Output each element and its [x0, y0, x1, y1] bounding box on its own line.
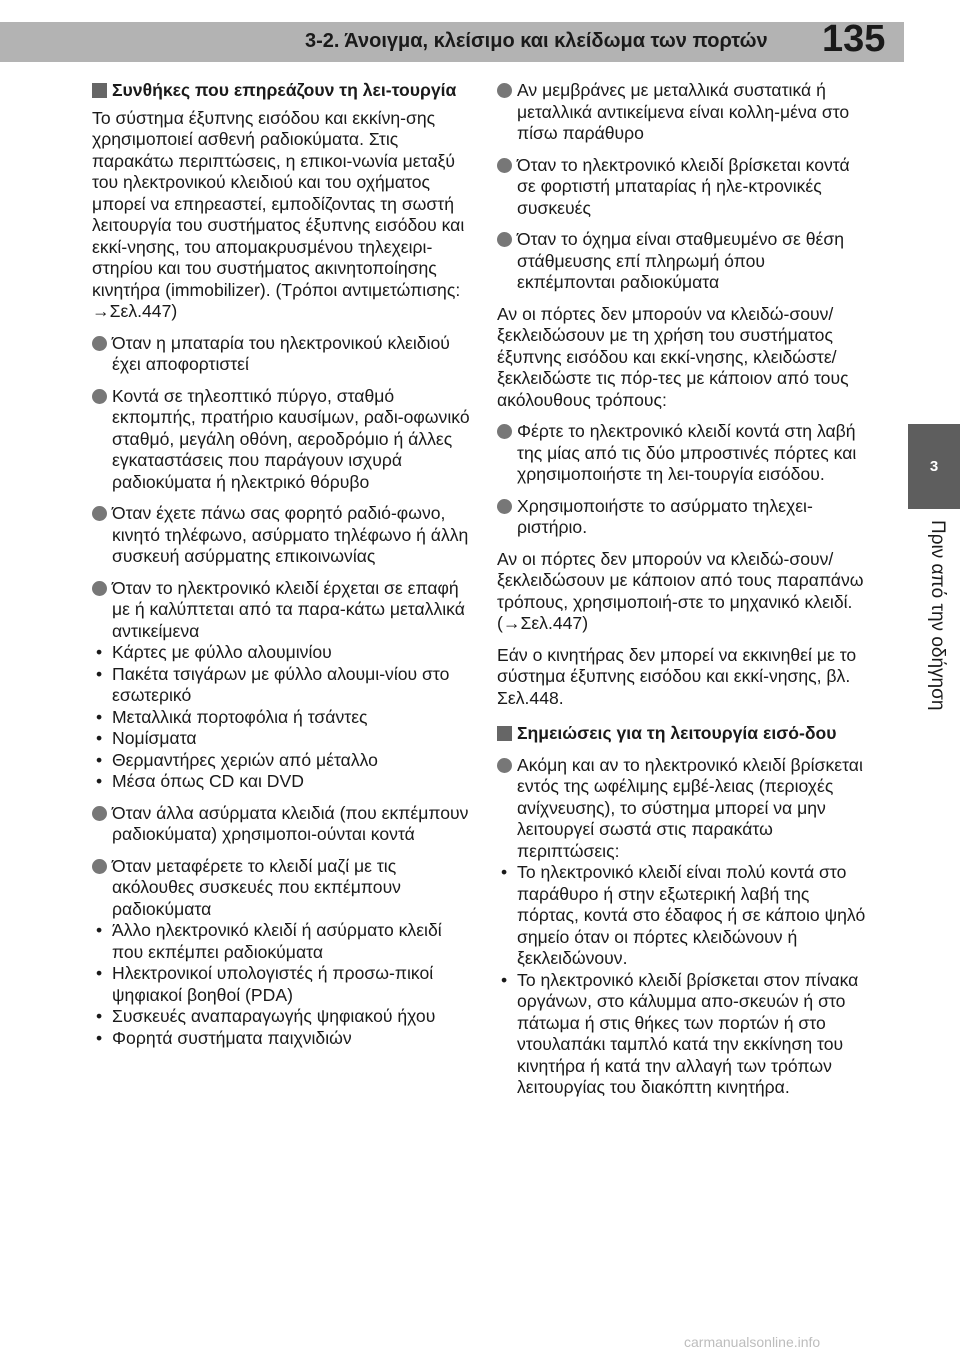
list-item-text: Ακόμη και αν το ηλεκτρονικό κλειδί βρίσκεται εντός της ωφέλιμης εμβέ-λειας (περιοχές ανίχνευσης), το σύστημα μπορεί να μην λειτουργεί σωστά στις παρακάτω περιπτώσεις: — [517, 754, 863, 861]
circle-bullet-icon — [92, 389, 107, 404]
list-item-text: Όταν έχετε πάνω σας φορητό ραδιό-φωνο, κινητό τηλέφωνο, ασύρματο τηλέφωνο ή άλλη συσκευή ασύρματης επικοινωνίας — [112, 503, 469, 566]
section-heading — [497, 723, 867, 745]
sub-list-item: • Κάρτες με φύλλο αλουμινίου — [92, 642, 472, 664]
chapter-side-label: Πριν από την οδήγηση — [927, 520, 948, 711]
paragraph: Αν οι πόρτες δεν μπορούν να κλειδώ-σουν/ξεκλειδώσουν με τη χρήση του συστήματος έξυπνης εισόδου και εκκί-νησης, κλειδώστε/ξεκλειδώστε τις πόρ-τες με κάποιον από τους ακόλουθους τρόπους: — [497, 303, 849, 410]
sub-list-item: • Μέσα όπως CD και DVD — [92, 771, 472, 793]
circle-bullet-icon — [497, 232, 512, 247]
sub-list-item: • Το ηλεκτρονικό κλειδί βρίσκεται στον πίνακα οργάνων, στο κάλυμμα απο-σκευών ή στο πάτωμα ή στις θήκες των πορτών ή στο ντουλαπάκι ταμπλό κατά την εκκίνηση του κινητήρα ή κατά την αλλαγή των τρόπων λειτουργίας του διακόπτη κινητήρα. — [497, 970, 867, 1099]
list-item — [497, 80, 867, 145]
sub-list-item: • Νομίσματα — [92, 728, 472, 750]
list-item-text: Όταν το όχημα είναι σταθμευμένο σε θέση στάθμευσης επί πληρωμή όπου εκπέμπονται ραδιοκύματα — [517, 229, 845, 292]
list-item-text: Κοντά σε τηλεοπτικό πύργο, σταθμό εκπομπής, πρατήριο καυσίμων, ραδι-οφωνικό σταθμό, μεγάλη οθόνη, αεροδρόμιο ή άλλες εγκαταστάσεις που παράγουν ισχυρά ραδιοκύματα ή ηλεκτρικό θόρυβο — [112, 385, 470, 492]
circle-bullet-icon — [497, 424, 512, 439]
circle-bullet-icon — [92, 806, 107, 821]
circle-bullet-icon — [497, 758, 512, 773]
list-item-text: Όταν το ηλεκτρονικό κλειδί βρίσκεται κοντά σε φορτιστή μπαταρίας ή ηλε-κτρονικές συσκευές — [517, 154, 850, 218]
sub-list-item: • Ηλεκτρονικοί υπολογιστές ή προσω-πικοί ψηφιακοί βοηθοί (PDA) — [92, 963, 472, 1006]
list-item-text: Όταν η μπαταρία του ηλεκτρονικού κλειδιού έχει αποφορτιστεί — [112, 332, 450, 374]
circle-bullet-icon — [497, 499, 512, 514]
left-column — [92, 80, 472, 1049]
paragraph: Αν οι πόρτες δεν μπορούν να κλειδώ-σουν/ξεκλειδώσουν με κάποιον από τους παραπάνω τρόπους, χρησιμοποιή-στε το μηχανικό κλειδί. (→Σελ.447) — [497, 548, 864, 633]
list-item-text: Όταν μεταφέρετε το κλειδί μαζί με τις ακόλουθες συσκευές που εκπέμπουν ραδιοκύματα — [112, 855, 401, 919]
list-item-text: Αν μεμβράνες με μεταλλικά συστατικά ή μεταλλικά αντικείμενα είναι κολλη-μένα στο πίσω παράθυρο — [517, 80, 850, 143]
list-item — [92, 578, 472, 643]
list-item-text: Όταν άλλα ασύρματα κλειδιά (που εκπέμπουν ραδιοκύματα) χρησιμοποι-ούνται κοντά — [112, 802, 469, 844]
section-heading — [92, 80, 472, 102]
list-item-text: Φέρτε το ηλεκτρονικό κλειδί κοντά στη λαβή της μίας από τις δύο μπροστινές πόρτες και χρησιμοποιήστε τη λει-τουργία εισόδου. — [517, 421, 857, 484]
circle-bullet-icon — [92, 859, 107, 874]
circle-bullet-icon — [92, 506, 107, 521]
page-number: 135 — [822, 18, 886, 60]
sub-list-item: • Άλλο ηλεκτρονικό κλειδί ή ασύρματο κλειδί που εκπέμπει ραδιοκύματα — [92, 920, 472, 963]
list-item — [497, 229, 867, 294]
square-bullet-icon — [497, 726, 512, 741]
sub-list-item: • Φορητά συστήματα παιχνιδιών — [92, 1028, 472, 1050]
list-item-text: Χρησιμοποιήστε το ασύρματο τηλεχει-ριστήριο. — [517, 495, 813, 537]
list-item — [497, 755, 867, 863]
watermark: carmanualsonline.info — [684, 1334, 821, 1350]
sub-list-item: • Θερμαντήρες χεριών από μέταλλο — [92, 750, 472, 772]
circle-bullet-icon — [92, 336, 107, 351]
list-item-text: Όταν το ηλεκτρονικό κλειδί έρχεται σε επαφή με ή καλύπτεται από τα παρα-κάτω μεταλλικά αντικείμενα — [112, 577, 465, 641]
sub-list-item: • Πακέτα τσιγάρων με φύλλο αλουμι-νίου στο εσωτερικό — [92, 664, 472, 707]
sub-list-item: • Το ηλεκτρονικό κλειδί είναι πολύ κοντά στο παράθυρο ή στην εξωτερική λαβή της πόρτας, κοντά στο έδαφος ή σε κάποιο ψηλό σημείο όταν οι πόρτες κλειδώνουν ή ξεκλειδώνουν. — [497, 862, 867, 970]
sub-list-item: • Μεταλλικά πορτοφόλια ή τσάντες — [92, 707, 472, 729]
circle-bullet-icon — [497, 83, 512, 98]
chapter-tab-number: 3 — [929, 458, 939, 475]
chapter-tab[interactable] — [908, 424, 960, 509]
circle-bullet-icon — [92, 581, 107, 596]
list-item — [92, 503, 472, 568]
list-item — [497, 496, 867, 539]
list-item — [497, 421, 867, 486]
paragraph: Το σύστημα έξυπνης εισόδου και εκκίνη-σης χρησιμοποιεί ασθενή ραδιοκύματα. Στις παρακάτω περιπτώσεις, η επικοι-νωνία μεταξύ του ηλεκτρονικού κλειδιού και του οχήματος μπορεί να επηρεαστεί, εμποδίζοντας τη σωστή λειτουργία του συστήματος έξυπνης εισόδου και εκκί-νησης, του απομακρυσμένου τηλεχειρι-στηρίου και του συστήματος ακινητοποίησης κινητήρα (immobilizer). (Τρόποι αντιμετώπισης: →Σελ.447) — [92, 107, 465, 321]
chapter-title: 3-2. Άνοιγμα, κλείσιμο και κλείδωμα των πορτών — [305, 30, 768, 52]
square-bullet-icon — [92, 83, 107, 98]
section-heading-text: Σημειώσεις για τη λειτουργία εισό-δου — [517, 723, 837, 743]
list-item — [92, 386, 472, 494]
paragraph: Εάν ο κινητήρας δεν μπορεί να εκκινηθεί με το σύστημα έξυπνης εισόδου και εκκί-νησης, βλ. Σελ.448. — [497, 644, 857, 708]
right-column — [497, 80, 867, 1099]
list-item — [92, 803, 472, 846]
sub-list-item: • Συσκευές αναπαραγωγής ψηφιακού ήχου — [92, 1006, 472, 1028]
list-item — [497, 155, 867, 220]
circle-bullet-icon — [497, 158, 512, 173]
list-item — [92, 333, 472, 376]
section-heading-text: Συνθήκες που επηρεάζουν τη λει-τουργία — [112, 80, 457, 100]
list-item — [92, 856, 472, 921]
